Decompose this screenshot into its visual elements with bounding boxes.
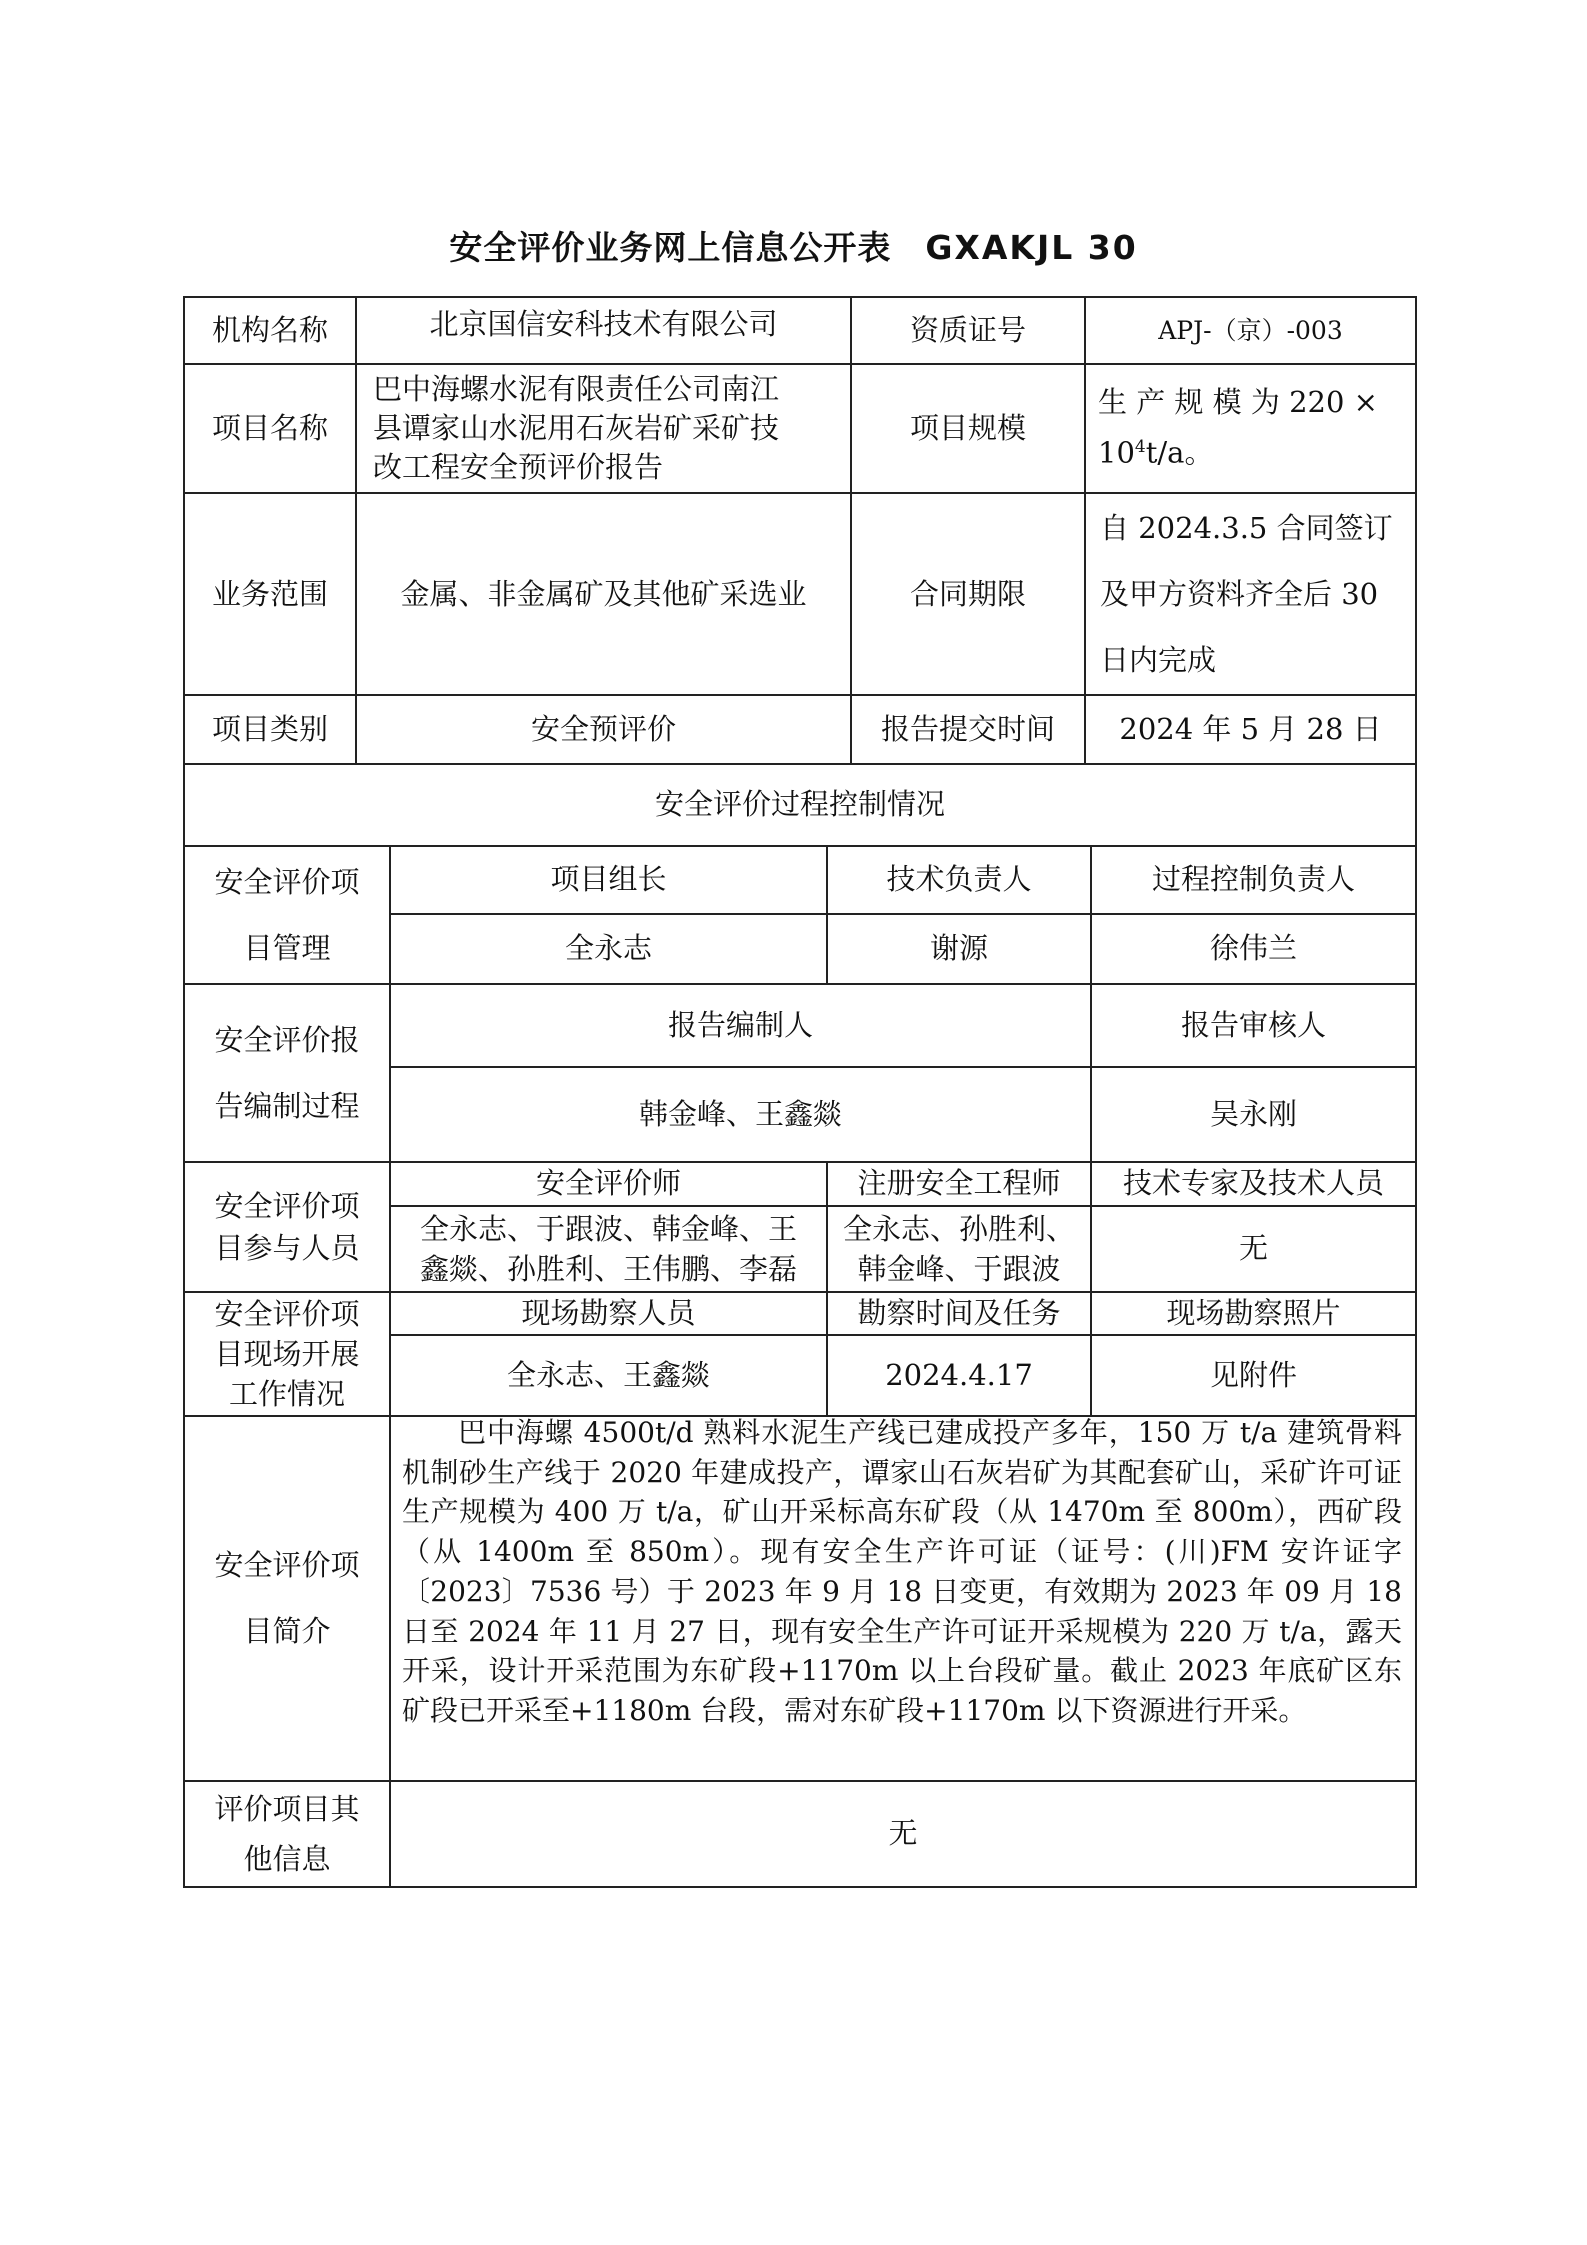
management-header-process: 过程控制负责人 (1151, 862, 1355, 897)
submit-value: 2024 年 5 月 28 日 (1119, 711, 1382, 746)
submit-label: 报告提交时间 (880, 711, 1055, 746)
site-photos: 见附件 (1209, 1357, 1297, 1392)
other-label: 评价项目其 他信息 (214, 1791, 360, 1876)
term-line: 自 2024.3.5 合同签订 (1100, 511, 1393, 545)
participants-experts: 无 (1238, 1231, 1268, 1266)
participants-evaluators: 全永志、于跟波、韩金峰、王 鑫燚、孙胜利、王伟鹏、李磊 (419, 1211, 797, 1286)
participants-header-experts: 技术专家及技术人员 (1122, 1166, 1384, 1201)
management-tech: 谢源 (929, 931, 988, 966)
participants-engineers: 全永志、孙胜利、 韩金峰、于跟波 (842, 1211, 1075, 1286)
report-writers: 韩金峰、王鑫燚 (638, 1096, 842, 1131)
management-header-leader: 项目组长 (550, 862, 667, 897)
management-process: 徐伟兰 (1209, 931, 1297, 966)
scale-line: $10^4t/a$。 (1098, 435, 1214, 470)
participants-header-engineers: 注册安全工程师 (857, 1166, 1061, 1201)
project-line: 巴中海螺水泥有限责任公司南江 (373, 371, 780, 406)
scale-line: 生 产 规 模 为 220 × (1098, 385, 1378, 420)
title-code: GXAKJL 30 (925, 228, 1138, 267)
management-leader: 全永志 (564, 931, 652, 966)
participants-label: 安全评价项 目参与人员 (214, 1188, 360, 1265)
management-label: 安全评价项 目管理 (214, 864, 360, 965)
report-writer-header: 报告编制人 (667, 1007, 813, 1042)
site-header-time: 勘察时间及任务 (857, 1295, 1061, 1330)
report-reviewer-header: 报告审核人 (1180, 1007, 1326, 1042)
process-header: 安全评价过程控制情况 (654, 787, 945, 822)
title-text: 安全评价业务网上信息公开表 (449, 228, 892, 267)
scale-value (1086, 364, 1415, 492)
site-time: 2024.4.17 (885, 1357, 1033, 1392)
category-label: 项目类别 (211, 711, 328, 746)
project-label: 项目名称 (211, 410, 328, 445)
org-value: 北京国信安科技术有限公司 (429, 307, 778, 341)
category-value: 安全预评价 (530, 711, 676, 746)
scope-value: 金属、非金属矿及其他矿采选业 (400, 576, 807, 611)
site-people: 全永志、王鑫燚 (506, 1357, 710, 1392)
cert-value: APJ-（京）-003 (1158, 316, 1343, 345)
intro-label: 安全评价项 目简介 (214, 1548, 360, 1648)
other-value: 无 (888, 1816, 918, 1851)
report-process-label: 安全评价报 告编制过程 (214, 1022, 360, 1123)
project-value (357, 364, 850, 492)
site-work-label: 安全评价项 目现场开展 工作情况 (214, 1296, 360, 1411)
term-value (1086, 494, 1415, 694)
project-line: 县谭家山水泥用石灰岩矿采矿技 (373, 410, 780, 445)
project-line: 改工程安全预评价报告 (373, 449, 664, 484)
participants-header-evaluators: 安全评价师 (535, 1166, 681, 1201)
term-line: 日内完成 (1100, 643, 1217, 677)
scope-label: 业务范围 (211, 576, 328, 611)
site-header-people: 现场勘察人员 (521, 1295, 696, 1330)
intro-text: 巴中海螺 4500t/d 熟料水泥生产线已建成投产多年，150 万 t/a 建筑骨料机制砂生产线于 2020 年建成投产，谭家山石灰岩矿为其配套矿山，采矿许可证生产规模为 400 万 t/a，矿山开采标高东矿段（从 1470m 至 800m），西矿段（从 1400m 至 850m）。现有安全生产许可证（证号：(川)FM 安许证字〔2023〕7536 号）于 2023 年 9 月 18 日变更，有效期为 2023 年 09 月 18 日至 2024 年 11 月 27 日，现有安全生产许可证开采规模为 220 万 t/a，露天开采，设计开采范围为东矿段+1170m 以上台段矿量。截止 2023 年底矿区东矿段已开采至+1180m 台段，需对东矿段+1170m 以下资源进行开采。 (402, 1416, 1402, 1727)
term-label: 合同期限 (909, 576, 1026, 611)
scale-label: 项目规模 (909, 410, 1026, 445)
site-header-photos: 现场勘察照片 (1166, 1295, 1341, 1330)
report-reviewer: 吴永刚 (1209, 1096, 1297, 1131)
cert-label: 资质证号 (909, 313, 1026, 348)
term-line: 及甲方资料齐全后 30 (1100, 577, 1379, 611)
org-label: 机构名称 (211, 313, 328, 348)
management-header-tech: 技术负责人 (886, 862, 1032, 897)
